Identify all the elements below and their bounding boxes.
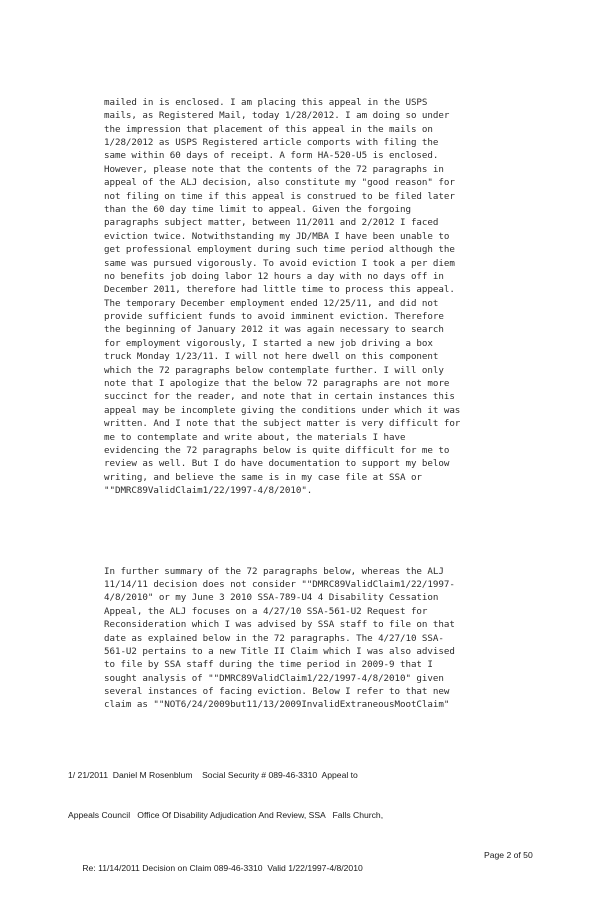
footer-line-3	[68, 849, 568, 873]
text-line: appeal of the ALJ decision, also constitute my "good reason" for	[104, 177, 455, 189]
text-line: the impression that placement of this appeal in the mails on	[104, 123, 433, 135]
text-line: succinct for the reader, and note that in certain instances this	[104, 391, 455, 403]
footer-line-1: 1/ 21/2011 Daniel M Rosenblum Social Security # 089-46-3310 Appeal to	[68, 770, 358, 781]
text-line: same within 60 days of receipt. A form HA-520-U5 is enclosed.	[104, 150, 439, 162]
text-line: provide sufficient funds to avoid imminent eviction. Therefore	[104, 311, 444, 323]
text-line: 1/28/2012 as USPS Registered article comports with filing the	[104, 136, 439, 148]
text-line: same was pursued vigorously. To avoid eviction I took a per diem	[104, 257, 455, 269]
text-line: However, please note that the contents of the 72 paragraphs in	[104, 163, 444, 175]
footer-line-2: Appeals Council Office Of Disability Adjudication And Review, SSA Falls Church,	[68, 810, 384, 820]
text-line: Reconsideration which I was advised by SSA staff to file on that	[104, 619, 455, 631]
text-line: 11/14/11 decision does not consider ""DMRC89ValidClaim1/22/1997-	[104, 578, 455, 590]
text-line: ""DMRC89ValidClaim1/22/1997-4/8/2010".	[104, 485, 313, 497]
text-line: note that I apologize that the below 72 paragraphs are not more	[104, 378, 450, 390]
text-line: writing, and believe the same is in my case file at SSA or	[104, 471, 422, 483]
text-line: review as well. But I do have documentation to support my below	[104, 458, 450, 470]
text-line: get professional employment during such time period although the	[104, 244, 455, 256]
text-line: 561-U2 pertains to a new Title II Claim which I was also advised	[104, 645, 455, 657]
text-line: eviction twice. Notwithstanding my JD/MBA I have been unable to	[104, 230, 450, 242]
text-line: evidencing the 72 paragraphs below is quite difficult for me to	[104, 444, 450, 456]
text-line: several instances of facing eviction. Below I refer to that new	[104, 686, 450, 698]
text-line: than the 60 day time limit to appeal. Given the forgoing	[104, 203, 411, 215]
text-line: me to contemplate and write about, the materials I have	[104, 431, 406, 443]
text-line: for employment vigorously, I started a new job driving a box	[104, 337, 433, 349]
text-line: date as explained below in the 72 paragraphs. The 4/27/10 SSA-	[104, 632, 444, 644]
footer-line-3-text: Re: 11/14/2011 Decision on Claim 089-46-3310 Valid 1/22/1997-4/8/2010	[82, 862, 363, 873]
text-line: appeal may be incomplete giving the conditions under which it was	[104, 404, 461, 416]
paragraph-2	[104, 565, 544, 712]
document-body	[104, 69, 544, 739]
text-line: Appeal, the ALJ focuses on a 4/27/10 SSA-561-U2 Request for	[104, 605, 428, 617]
text-line: no benefits job doing labor 12 hours a day with no days off in	[104, 270, 444, 282]
text-line: truck Monday 1/23/11. I will not here dwell on this component	[104, 351, 439, 363]
paragraph-gap	[104, 524, 544, 537]
text-line: which the 72 paragraphs below contemplate further. I will only	[104, 364, 444, 376]
text-line: The temporary December employment ended 12/25/11, and did not	[104, 297, 439, 309]
text-line: written. And I note that the subject matter is very difficult for	[104, 418, 461, 430]
text-line: December 2011, therefore had little time to process this appeal.	[104, 284, 455, 296]
text-line: to file by SSA staff during the time period in 2009-9 that I	[104, 659, 433, 671]
text-line: mailed in is enclosed. I am placing this appeal in the USPS	[104, 96, 428, 108]
text-line: sought analysis of ""DMRC89ValidClaim1/22/1997-4/8/2010" given	[104, 672, 444, 684]
text-line: the beginning of January 2012 it was again necessary to search	[104, 324, 444, 336]
text-line: 4/8/2010" or my June 3 2010 SSA-789-U4 4 Disability Cessation	[104, 592, 439, 604]
paragraph-1	[104, 96, 544, 498]
text-line: claim as ""NOT6/24/2009but11/13/2009InvalidExtraneousMootClaim"	[104, 699, 450, 711]
text-line: mails, as Registered Mail, today 1/28/2012. I am doing so under	[104, 110, 450, 122]
page-footer	[68, 743, 568, 888]
page-number: Page 2 of 50	[484, 849, 533, 860]
text-line: paragraphs subject matter, between 11/2011 and 2/2012 I faced	[104, 217, 439, 229]
text-line: not filing on time if this appeal is construed to be filed later	[104, 190, 455, 202]
text-line: In further summary of the 72 paragraphs below, whereas the ALJ	[104, 565, 444, 577]
